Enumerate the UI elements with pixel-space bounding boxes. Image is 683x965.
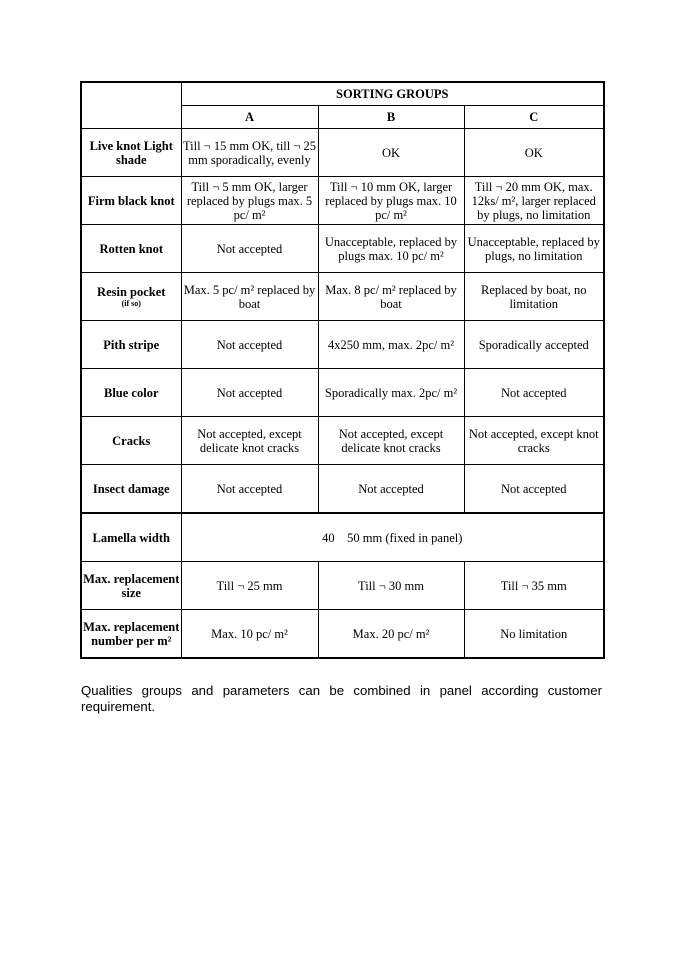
table-row: [81, 177, 604, 225]
table-cell: Not accepted: [181, 465, 318, 514]
table-row: [81, 321, 604, 369]
footnote-text: Qualities groups and parameters can be combined in panel according customer requirement.: [81, 683, 602, 714]
row-label: Pith stripe: [81, 321, 181, 369]
table-cell: Replaced by boat, no limitation: [464, 273, 604, 321]
table-cell: Till ¬ 10 mm OK, larger replaced by plugs max. 10 pc/ m²: [318, 177, 464, 225]
table-cell: 4x250 mm, max. 2pc/ m²: [318, 321, 464, 369]
table-cell: Till ¬ 25 mm: [181, 562, 318, 610]
row-label: Blue color: [81, 369, 181, 417]
group-title: SORTING GROUPS: [181, 82, 604, 106]
table-cell: Not accepted: [464, 465, 604, 514]
table-cell: Not accepted, except delicate knot cracks: [318, 417, 464, 465]
row-label: Max. replacement size: [81, 562, 181, 610]
row-label: Firm black knot: [81, 177, 181, 225]
column-header-c: C: [464, 106, 604, 129]
table-cell: Till ¬ 30 mm: [318, 562, 464, 610]
row-label: Resin pocket (if so): [81, 273, 181, 321]
row-label: Insect damage: [81, 465, 181, 514]
column-header-a: A: [181, 106, 318, 129]
table-cell: Not accepted: [181, 321, 318, 369]
row-label: Live knot Light shade: [81, 129, 181, 177]
row-label: Max. replacement number per m²: [81, 610, 181, 659]
sorting-groups-table: [80, 81, 605, 659]
column-header-b: B: [318, 106, 464, 129]
table-cell: Max. 5 pc/ m² replaced by boat: [181, 273, 318, 321]
table-row: [81, 225, 604, 273]
table-cell: OK: [318, 129, 464, 177]
table-cell: Max. 10 pc/ m²: [181, 610, 318, 659]
row-label: Rotten knot: [81, 225, 181, 273]
table-cell: Till ¬ 15 mm OK, till ¬ 25 mm sporadically, evenly: [181, 129, 318, 177]
table-cell: Till ¬ 5 mm OK, larger replaced by plugs max. 5 pc/ m²: [181, 177, 318, 225]
table-cell: OK: [464, 129, 604, 177]
table-cell: Not accepted, except knot cracks: [464, 417, 604, 465]
table-row: [81, 273, 604, 321]
table-cell: No limitation: [464, 610, 604, 659]
table-row-max-number: [81, 610, 604, 659]
table-row: [81, 417, 604, 465]
table-cell: Not accepted: [181, 369, 318, 417]
table-cell: Till ¬ 35 mm: [464, 562, 604, 610]
row-label: Lamella width: [81, 513, 181, 562]
row-sublabel: (if so): [121, 299, 141, 308]
row-label: Cracks: [81, 417, 181, 465]
table-row: [81, 465, 604, 514]
table-row-lamella: [81, 513, 604, 562]
table-cell: Not accepted, except delicate knot cracks: [181, 417, 318, 465]
table-cell: Max. 20 pc/ m²: [318, 610, 464, 659]
table-cell: Max. 8 pc/ m² replaced by boat: [318, 273, 464, 321]
table-row-max-size: [81, 562, 604, 610]
corner-cell: [81, 82, 181, 129]
table-cell: Sporadically max. 2pc/ m²: [318, 369, 464, 417]
table-cell: Sporadically accepted: [464, 321, 604, 369]
table-cell: Not accepted: [318, 465, 464, 514]
table-cell: Not accepted: [464, 369, 604, 417]
table-cell: Not accepted: [181, 225, 318, 273]
table-cell: Till ¬ 20 mm OK, max. 12ks/ m², larger replaced by plugs, no limitation: [464, 177, 604, 225]
table-cell: Unacceptable, replaced by plugs max. 10 pc/ m²: [318, 225, 464, 273]
lamella-width-value: 40 50 mm (fixed in panel): [181, 513, 604, 562]
table-row: [81, 369, 604, 417]
table-row: [81, 129, 604, 177]
table-cell: Unacceptable, replaced by plugs, no limitation: [464, 225, 604, 273]
